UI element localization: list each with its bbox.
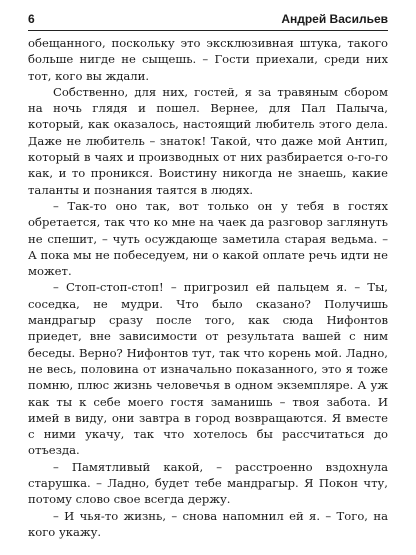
book-page [28,0,388,555]
paragraph: – Стоп-стоп-стоп! – пригрозил ей пальцем я. – Ты, соседка, не мудри. Что было сказано? Получишь мандрагыр сразу после того, как сюда Нифонтов приедет, вне зависимости от результата вашей с ним беседы. Верно? Нифонтов тут, так что корень мой. Ладно, не весь, половина от изначально показанного, это я тоже помню, плюс жизнь человечья в одном экземпляре. А уж как ты к себе моего гостя заманишь – твоя забота. И имей в виду, они завтра в город возвращаются. Я вместе с ними укачу, так что хотелось бы рассчитаться до отъезда. [28,280,388,458]
body-text [28,35,388,540]
page-number: 6 [28,12,35,26]
paragraph: – Так-то оно так, вот только он у тебя в гостях обретается, так что ко мне на чаек да разговор заглянуть не спешит, – чуть осуждающе заметила старая ведьма. – А пока мы не побеседуем, ни о какой оплате речь идти не может. [28,198,388,279]
paragraph: – И чья-то жизнь, – снова напомнил ей я. – Того, на кого укажу. [28,508,388,539]
running-head-author: Андрей Васильев [281,12,388,26]
paragraph: обещанного, поскольку это эксклюзивная штука, такого больше нигде не сыщешь. – Гости приехали, среди них тот, кого вы ждали. [28,36,388,83]
page-header [28,0,388,31]
paragraph: – Памятливый какой, – расстроенно вздохнула старушка. – Ладно, будет тебе мандрагыр. Я Покон чту, потому слово свое всегда держу. [28,459,388,507]
paragraph: Собственно, для них, гостей, я за травяным сбором на ночь глядя и пошел. Вернее, для Пал Палыча, который, как оказалось, настоящий любитель этого дела. Даже не любитель – знаток! Такой, что даже мой Антип, который в чаях и производных от них разбирается о-го-го как, и то проникся. Воистину никогда не знаешь, какие таланты и познания таятся в людях. [28,84,388,197]
